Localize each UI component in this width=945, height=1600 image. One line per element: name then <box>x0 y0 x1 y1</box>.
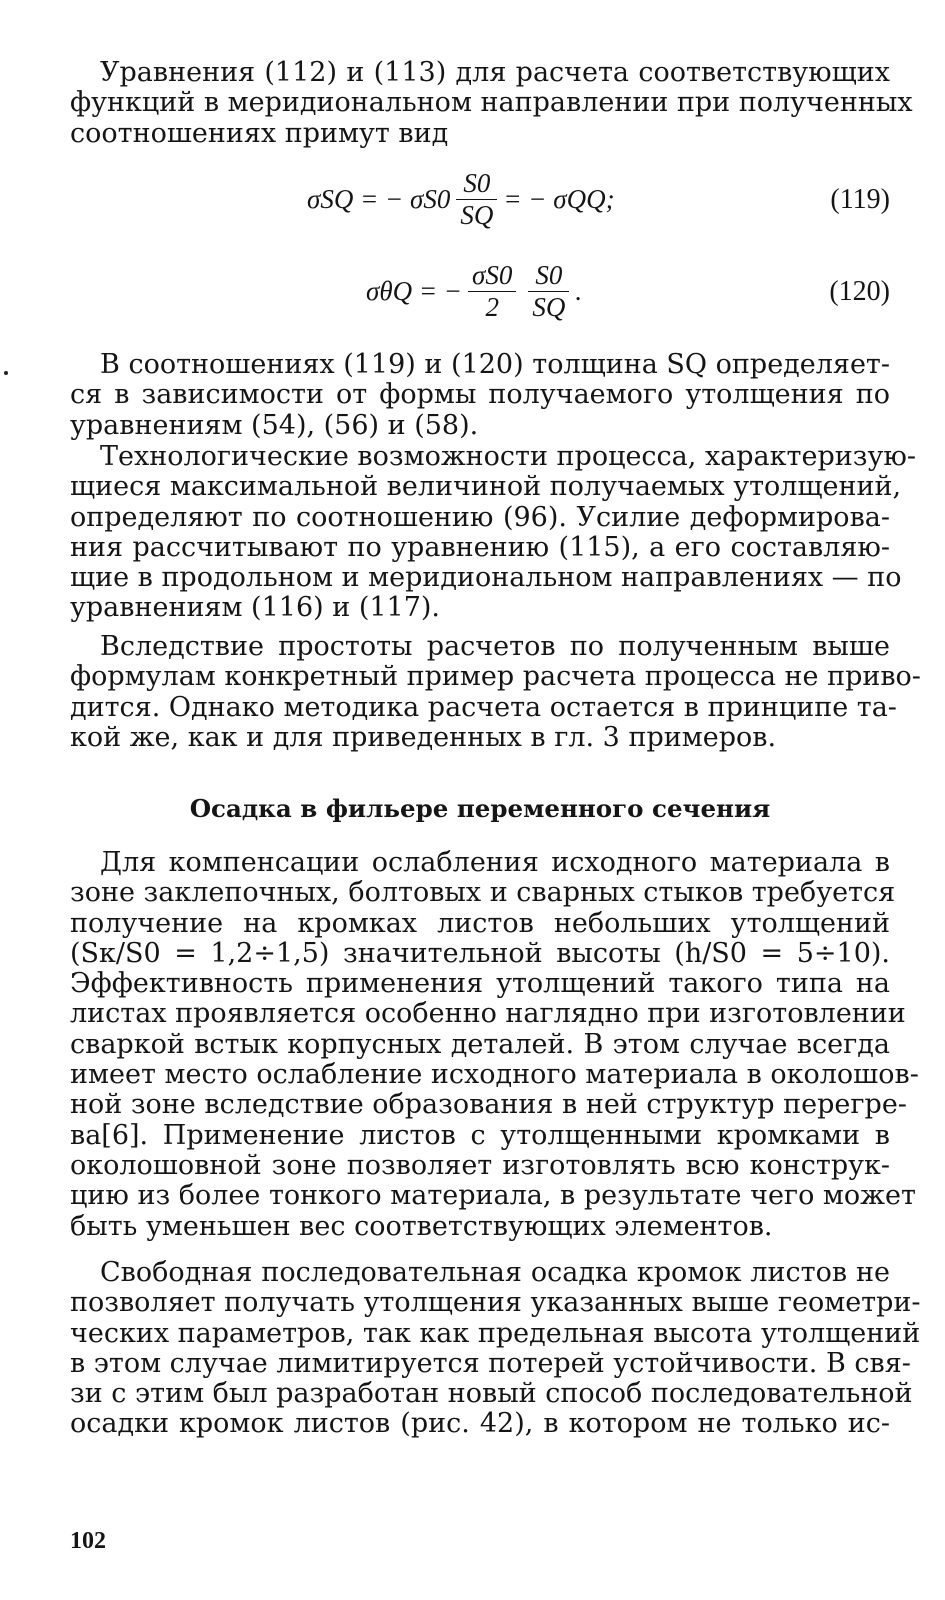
text-line: сваркой встык корпусных деталей. В этом случае всегда <box>70 1028 890 1060</box>
fraction-numerator: σS0 <box>468 260 516 292</box>
text-line: имеет место ослабление исходного материала в околошов- <box>70 1059 919 1091</box>
text-line: околошовной зоне позволяет изготовлять всю конструк- <box>70 1149 890 1181</box>
text-line: в этом случае лимитируется потерей устойчивости. В свя- <box>70 1347 911 1379</box>
text-line: ния рассчитывают по уравнению (115), а его составляю- <box>70 531 890 563</box>
equation-number: (119) <box>830 184 890 215</box>
equation-fraction <box>468 260 516 323</box>
fraction-numerator: S0 <box>528 260 569 292</box>
text-line: получение на кромках листов небольших утолщений <box>70 907 890 939</box>
text-line: Для компенсации ослабления исходного материала в <box>100 847 890 878</box>
text-line: (Sк/S0 = 1,2÷1,5) значительной высоты (h/S0 = 5÷10). <box>70 937 890 969</box>
text-line: дится. Однако методика расчета остается в принципе та- <box>70 691 897 723</box>
equation-tail: . <box>575 275 583 306</box>
text-line: ся в зависимости от формы получаемого утолщения по <box>70 379 890 411</box>
paragraph-example <box>70 631 921 753</box>
text-line: Эффективность применения утолщений такого типа на <box>70 968 890 1000</box>
section-heading: Осадка в фильере переменного сечения <box>189 794 771 823</box>
equation-lhs: σSQ = − σS0 <box>307 183 451 214</box>
equation-120 <box>70 258 890 334</box>
text-line: щие в продольном и меридиональном направлениях — по <box>70 562 902 594</box>
book-page <box>70 0 921 1600</box>
paragraph-free-upsetting <box>70 1257 921 1440</box>
text-line: Технологические возможности процесса, характеризую- <box>100 441 916 472</box>
text-line: кой же, как и для приведенных в гл. 3 примеров. <box>70 721 777 753</box>
paragraph-thickness <box>70 350 890 441</box>
text-line: Свободная последовательная осадка кромок листов не <box>100 1257 890 1288</box>
equation-number: (120) <box>829 276 890 307</box>
text-line: зоне заклепочных, болтовых и сварных стыков требуется <box>70 877 896 909</box>
text-line: Уравнения (112) и (113) для расчета соответствующих <box>100 57 890 88</box>
equation-fraction <box>456 168 497 231</box>
fraction-numerator: S0 <box>456 168 497 200</box>
text-line: быть уменьшен вес соответствующих элементов. <box>70 1210 773 1242</box>
text-line: функций в меридиональном направлении при полученных <box>70 87 913 119</box>
text-line: ческих параметров, так как предельная высота утолщений <box>70 1317 921 1349</box>
text-line: листах проявляется особенно наглядно при изготовлении <box>70 998 906 1030</box>
paragraph-technology <box>70 441 916 624</box>
text-line: В соотношениях (119) и (120) толщина SQ определяет- <box>100 349 890 380</box>
equation-119 <box>70 168 890 238</box>
fraction-denominator: SQ <box>460 199 494 230</box>
text-line: позволяет получать утолщения указанных выше геометри- <box>70 1287 921 1319</box>
text-line: формулам конкретный пример расчета процесса не приво- <box>70 661 921 693</box>
text-line: уравнениям (116) и (117). <box>70 592 440 624</box>
paragraph-compensation <box>70 847 919 1242</box>
text-line: Вследствие простоты расчетов по полученным выше <box>100 631 890 662</box>
equation-lhs: σθQ = − <box>366 275 463 306</box>
text-line: зи с этим был разработан новый способ последовательной <box>70 1378 913 1410</box>
text-line: уравнениям (54), (56) и (58). <box>70 409 479 441</box>
text-line: соотношениях примут вид <box>70 117 449 149</box>
equation-rhs: = − σQQ; <box>503 183 615 214</box>
text-line: ной зоне вследствие образования в ней структур перегре- <box>70 1089 907 1121</box>
paragraph-intro <box>70 57 913 149</box>
fraction-denominator: 2 <box>485 291 499 322</box>
text-line: ва[6]. Применение листов с утолщенными кромками в <box>70 1119 890 1151</box>
margin-speck <box>4 371 8 375</box>
text-line: осадки кромок листов (рис. 42), в котором не только ис- <box>70 1408 890 1440</box>
fraction-denominator: SQ <box>532 291 566 322</box>
equation-fraction <box>528 260 569 323</box>
text-line: щиеся максимальной величиной получаемых утолщений, <box>70 471 902 503</box>
text-line: определяют по соотношению (96). Усилие деформирова- <box>70 501 890 533</box>
page-number: 102 <box>70 1528 106 1554</box>
text-line: цию из более тонкого материала, в результате чего может <box>70 1180 916 1212</box>
